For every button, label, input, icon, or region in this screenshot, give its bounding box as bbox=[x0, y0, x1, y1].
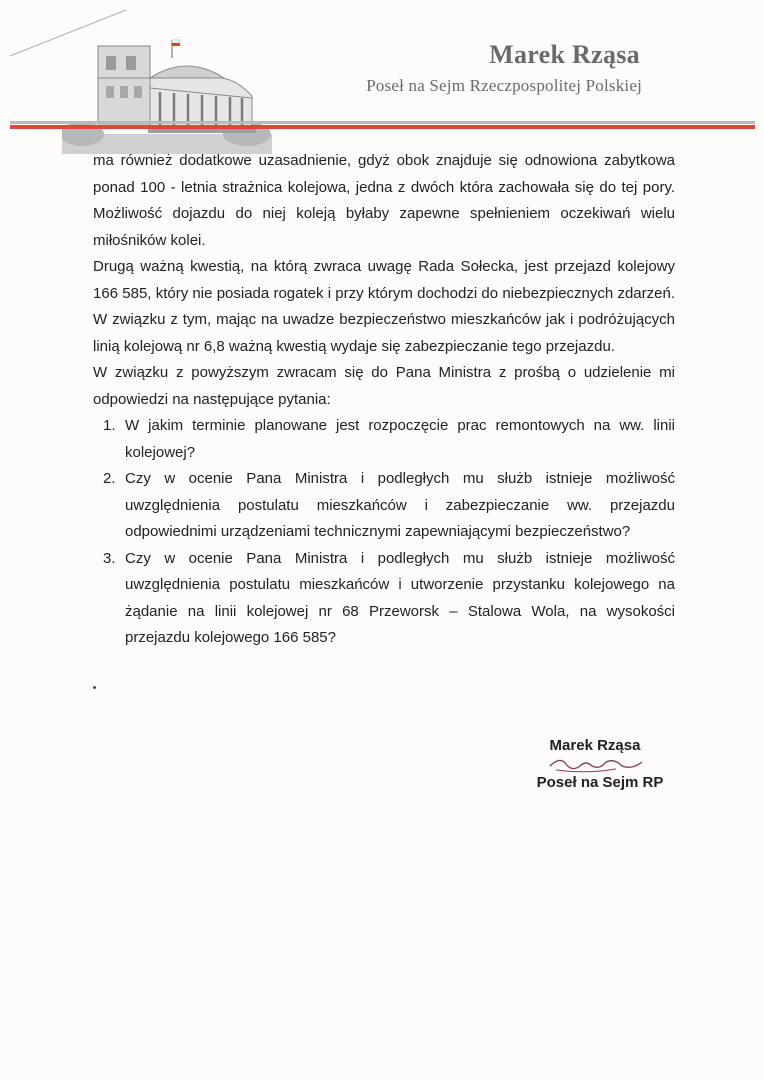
question-number: 3. bbox=[103, 549, 116, 567]
paragraph-1: ma również dodatkowe uzasadnienie, gdyż obok znajduje się odnowiona zabytkowa ponad 100 - letnia strażnica kolejowa, jedna z dwóch która zachowała się do tej pory. Możliwość dojazdu do niej koleją byłaby zapewne spełnieniem oczekiwań wielu miłośników kolei. bbox=[93, 152, 675, 249]
signature-title: Poseł na Sejm RP bbox=[536, 774, 664, 791]
question-item bbox=[93, 546, 675, 652]
letterhead-name: Marek Rząsa bbox=[489, 40, 640, 69]
question-item bbox=[93, 413, 675, 466]
questions-list bbox=[93, 413, 675, 652]
question-number: 2. bbox=[103, 470, 116, 487]
signature-name: Marek Rząsa bbox=[549, 737, 641, 754]
paragraph-2: Drugą ważną kwestią, na którą zwraca uwagę Rada Sołecka, jest przejazd kolejowy 166 585, który nie posiada rogatek i przy którym dochodzi do niebezpiecznych zdarzeń. W związku z tym, mając na uwadze bezpieczeństwo mieszkańców jak i podróżujących linią kolejową nr 6,8 ważną kwestią wydaje się zabezpieczanie tego przejazdu. bbox=[93, 258, 675, 355]
question-text: Czy w ocenie Pana Ministra i podległych mu służb istnieje możliwość uwzględnienia postulatu mieszkańców i utworzenie przystanku kolejowego na żądanie na linii kolejowej nr 68 Przeworsk – Stalowa Wola, na wysokości przejazdu kolejowego 166 585? bbox=[125, 549, 675, 646]
letterhead-title: Poseł na Sejm Rzeczpospolitej Polskiej bbox=[366, 76, 642, 95]
sejm-building-icon bbox=[62, 36, 272, 154]
question-text: Czy w ocenie Pana Ministra i podległych mu służb istnieje możliwość uwzględnienia postulatu mieszkańców i zabezpieczanie ww. przejazdu odpowiednimi urządzeniami technicznymi zapewniającymi bezpieczeństwo? bbox=[125, 470, 675, 540]
question-text: W jakim terminie planowane jest rozpoczęcie prac remontowych na ww. linii kolejowej? bbox=[125, 417, 675, 461]
question-number: 1. bbox=[103, 417, 116, 434]
letter-body bbox=[93, 148, 675, 652]
paragraph-3: W związku z powyższym zwracam się do Pana Ministra z prośbą o udzielenie mi odpowiedzi na następujące pytania: bbox=[93, 364, 675, 408]
header-stripe-gray bbox=[10, 121, 755, 124]
question-item bbox=[93, 466, 675, 546]
stray-dot bbox=[93, 686, 96, 689]
handwritten-signature bbox=[546, 752, 646, 776]
header-stripe-red bbox=[10, 125, 755, 129]
